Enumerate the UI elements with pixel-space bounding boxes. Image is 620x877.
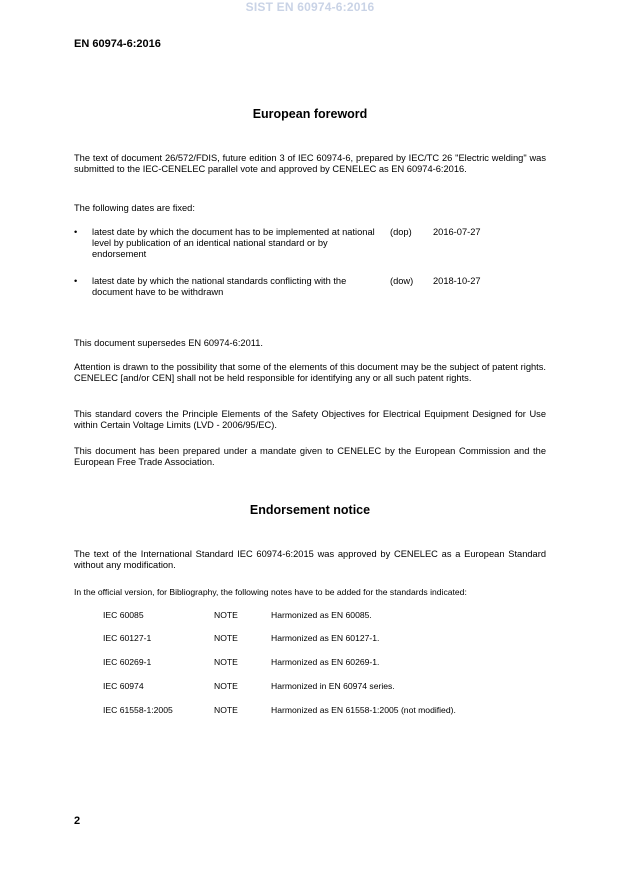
- watermark: SIST EN 60974-6:2016: [245, 0, 375, 14]
- document-id: EN 60974-6:2016: [74, 38, 161, 50]
- foreword-intro: The text of document 26/572/FDIS, future edition 3 of IEC 60974-6, prepared by IEC/TC 26 "Electric welding" was submitted to the IEC-CENELEC parallel vote and approved by CENELEC as EN 60974-6:2016.: [74, 153, 546, 174]
- note-standard: IEC 60269-1: [103, 657, 152, 667]
- note-text: Harmonized as EN 60127-1.: [271, 633, 380, 643]
- date-item-text: latest date by which the document has to be implemented at national level by publication of an identical national standard or by endorsement: [92, 227, 375, 259]
- dates-intro: The following dates are fixed:: [74, 203, 195, 213]
- note-text: Harmonized as EN 60269-1.: [271, 657, 380, 667]
- date-item-abbr: (dow): [390, 276, 414, 286]
- page-number: 2: [74, 815, 81, 827]
- bibliography-intro: In the official version, for Bibliography, the following notes have to be added for the standards indicated:: [74, 587, 467, 597]
- note-text: Harmonized in EN 60974 series.: [271, 681, 395, 691]
- endorsement-title: Endorsement notice: [249, 503, 371, 517]
- patent-text: Attention is drawn to the possibility that some of the elements of this document may be the subject of patent rights. CENELEC [and/or CEN] shall not be held responsible for identifying any or all such patent rights.: [74, 362, 546, 383]
- lvd-text: This standard covers the Principle Elements of the Safety Objectives for Electrical Equipment Designed for Use within Certain Voltage Limits (LVD - 2006/95/EC).: [74, 409, 546, 430]
- endorsement-text: The text of the International Standard IEC 60974-6:2015 was approved by CENELEC as a European Standard without any modification.: [74, 549, 546, 570]
- note-text: Harmonized as EN 60085.: [271, 610, 372, 620]
- date-item-date: 2016-07-27: [433, 227, 481, 237]
- mandate-text: This document has been prepared under a mandate given to CENELEC by the European Commission and the European Free Trade Association.: [74, 446, 546, 467]
- bullet-icon: •: [74, 227, 78, 237]
- note-label: NOTE: [214, 610, 238, 620]
- foreword-title: European foreword: [252, 107, 368, 121]
- date-item-text: latest date by which the national standards conflicting with the document have to be withdrawn: [92, 276, 347, 297]
- note-standard: IEC 60974: [103, 681, 144, 691]
- note-standard: IEC 61558-1:2005: [103, 705, 173, 715]
- bullet-icon: •: [74, 276, 78, 286]
- note-label: NOTE: [214, 705, 238, 715]
- note-label: NOTE: [214, 633, 238, 643]
- note-label: NOTE: [214, 657, 238, 667]
- note-standard: IEC 60127-1: [103, 633, 152, 643]
- supersedes-text: This document supersedes EN 60974-6:2011.: [74, 338, 263, 348]
- note-label: NOTE: [214, 681, 238, 691]
- date-item-abbr: (dop): [390, 227, 412, 237]
- note-standard: IEC 60085: [103, 610, 144, 620]
- note-text: Harmonized as EN 61558-1:2005 (not modified).: [271, 705, 456, 715]
- date-item-date: 2018-10-27: [433, 276, 481, 286]
